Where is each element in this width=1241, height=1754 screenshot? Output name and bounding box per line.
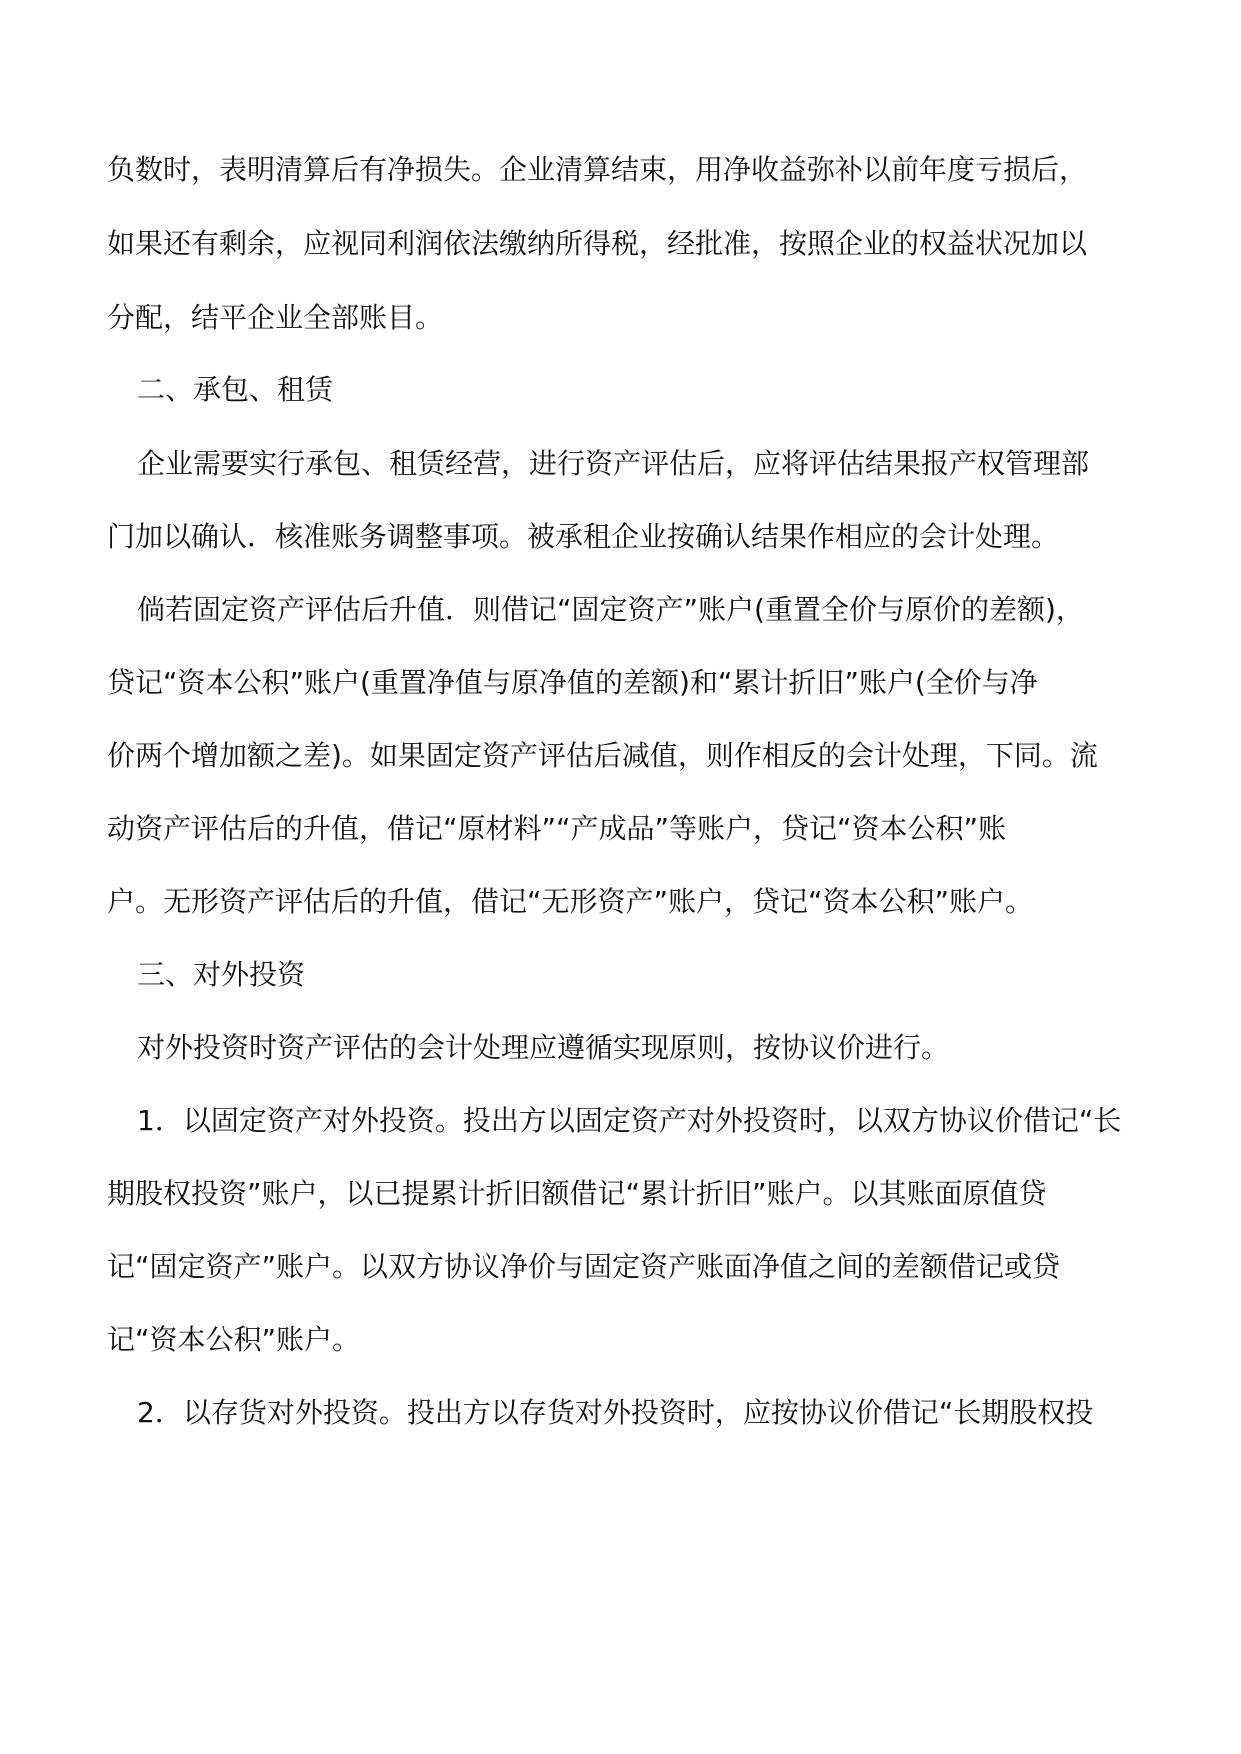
paragraph-line: 企业需要实行承包、租赁经营，进行资产评估后，应将评估结果报产权管理部: [137, 447, 1090, 480]
paragraph-line: 记“资本公积”账户。: [107, 1323, 361, 1356]
paragraph-line: 动资产评估后的升值，借记“原材料”“产成品”等账户，贷记“资本公积”账: [107, 812, 1007, 845]
paragraph-line: 如果还有剩余，应视同利润依法缴纳所得税，经批准，按照企业的权益状况加以: [107, 227, 1088, 260]
paragraph-line: 1．以固定资产对外投资。投出方以固定资产对外投资时，以双方协议价借记“长: [137, 1104, 1122, 1137]
paragraph-line: 分配，结平企业全部账目。: [107, 301, 444, 334]
paragraph-line: 倘若固定资产评估后升值．则借记“固定资产”账户(重置全价与原价的差额)，: [137, 593, 1084, 626]
paragraph-line: 负数时，表明清算后有净损失。企业清算结束，用净收益弥补以前年度亏损后，: [107, 153, 1088, 186]
section-heading: 二、承包、租赁: [137, 373, 334, 406]
paragraph-line: 2．以存货对外投资。投出方以存货对外投资时，应按协议价借记“长期股权投: [137, 1396, 1094, 1429]
paragraph-line: 门加以确认．核准账务调整事项。被承租企业按确认结果作相应的会计处理。: [107, 520, 1060, 553]
section-heading: 三、对外投资: [137, 958, 306, 991]
paragraph-line: 记“固定资产”账户。以双方协议净价与固定资产账面净值之间的差额借记或贷: [107, 1250, 1061, 1283]
paragraph-line: 贷记“资本公积”账户(重置净值与原净值的差额)和“累计折旧”账户(全价与净: [107, 666, 1038, 699]
paragraph-line: 对外投资时资产评估的会计处理应遵循实现原则，按协议价进行。: [137, 1031, 950, 1064]
paragraph-line: 价两个增加额之差)。如果固定资产评估后减值，则作相反的会计处理，下同。流: [107, 739, 1098, 772]
paragraph-line: 户。无形资产评估后的升值，借记“无形资产”账户，贷记“资本公积”账户。: [107, 885, 1034, 918]
paragraph-line: 期股权投资”账户，以已提累计折旧额借记“累计折旧”账户。以其账面原值贷: [107, 1177, 1047, 1210]
